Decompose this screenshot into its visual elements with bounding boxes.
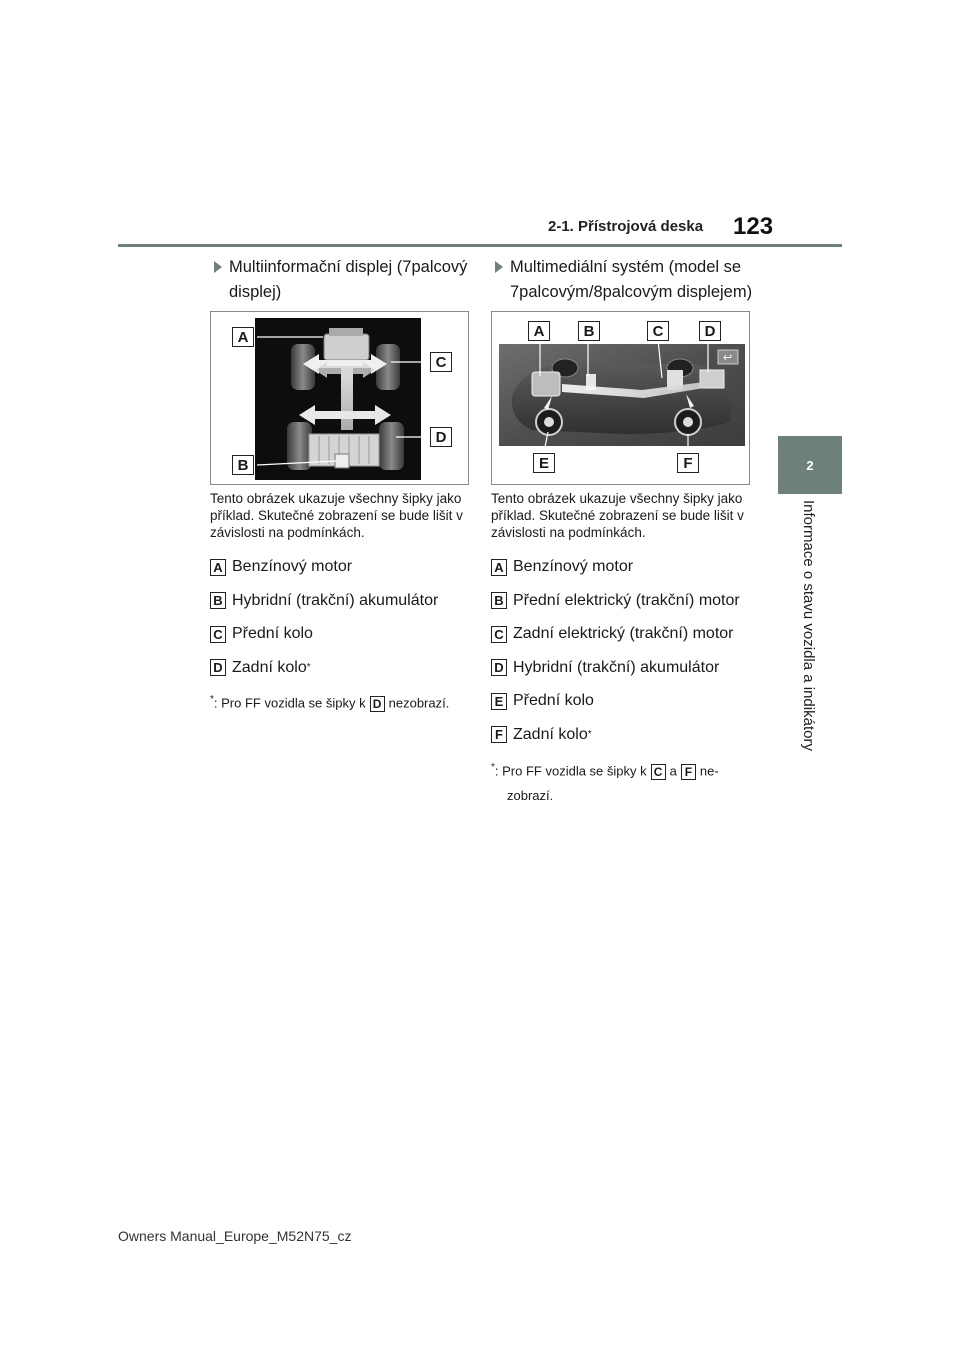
- rear-right-tire: [379, 422, 404, 470]
- triangle-bullet-icon: [495, 261, 503, 273]
- figure-label-e: E: [533, 453, 555, 473]
- right-footnote-line2: zobrazí.: [507, 788, 554, 803]
- legend-item: [491, 589, 761, 613]
- page-number: 123: [733, 213, 774, 240]
- footnote-badge-c: C: [651, 764, 666, 780]
- engine-block: [532, 372, 560, 396]
- legend-key: B: [491, 592, 507, 609]
- legend-item: [491, 689, 761, 713]
- left-heading: [229, 255, 474, 305]
- chapter-tab: [778, 436, 842, 494]
- legend-text: Hybridní (trakční) akumulátor: [232, 591, 439, 609]
- figure-label-d: D: [430, 427, 452, 447]
- footnote-text-end: nezobrazí.: [388, 695, 450, 711]
- figure-label-c: C: [430, 352, 452, 372]
- section-title: 2-1. Přístrojová deska: [548, 218, 704, 235]
- engine-top: [329, 328, 363, 336]
- back-arrow-icon: ↩: [723, 351, 733, 364]
- figure-label-a: A: [528, 321, 550, 341]
- legend-item: [491, 622, 761, 646]
- legend-key: D: [210, 659, 226, 676]
- legend-key: C: [210, 626, 226, 643]
- footnote-mark: *: [587, 729, 592, 740]
- legend-text: Benzínový motor: [232, 558, 353, 575]
- left-heading-text: Multiinformační displej (7palcový displej): [229, 258, 468, 301]
- legend-text: Zadní kolo: [513, 725, 588, 743]
- left-legend: [210, 555, 472, 680]
- figure-label-b: B: [578, 321, 600, 341]
- legend-item: [210, 589, 472, 613]
- legend-item: [210, 656, 472, 680]
- legend-key: F: [491, 726, 507, 743]
- legend-text: Benzínový motor: [513, 558, 634, 575]
- right-caption: Tento obrázek ukazuje všechny šipky jako příklad. Skutečné zobrazení se bude lišit v závislosti na podmínkách.: [491, 491, 744, 540]
- legend-text: Zadní kolo: [232, 658, 307, 676]
- engine-block: [324, 334, 369, 360]
- legend-text: Přední elektrický (trakční) motor: [513, 591, 740, 609]
- figure-label-b: B: [232, 455, 254, 475]
- right-heading: [510, 255, 760, 305]
- chapter-number: 2: [806, 457, 814, 473]
- chapter-title: Informace o stavu vozidla a indikátory: [800, 500, 817, 751]
- left-caption: Tento obrázek ukazuje všechny šipky jako příklad. Skutečné zobrazení se bude lišit v závislosti na podmínkách.: [210, 491, 463, 540]
- legend-item: [210, 622, 472, 646]
- legend-item: [491, 656, 761, 680]
- legend-text: Hybridní (trakční) akumulátor: [513, 658, 720, 676]
- legend-key: C: [491, 626, 507, 643]
- legend-key: D: [491, 659, 507, 676]
- footnote-mark: *: [306, 662, 311, 673]
- legend-text: Přední kolo: [513, 692, 594, 709]
- right-footnote: [491, 758, 766, 781]
- legend-key: E: [491, 693, 507, 710]
- legend-item: [210, 555, 472, 579]
- footnote-mark: *: [210, 694, 214, 705]
- right-figure: [491, 311, 750, 485]
- rear-wheel-hub: [683, 417, 693, 427]
- front-wheel-hub: [544, 417, 554, 427]
- footer-manual-id: Owners Manual_Europe_M52N75_cz: [118, 1228, 352, 1244]
- legend-item: [491, 723, 761, 747]
- figure-label-c: C: [647, 321, 669, 341]
- right-heading-text: Multimediální systém (model se 7palcovým/8palcovým displejem): [510, 258, 753, 301]
- legend-key: B: [210, 592, 226, 609]
- legend-text: Přední kolo: [232, 625, 313, 642]
- legend-key: A: [491, 559, 507, 576]
- figure-label-a: A: [232, 327, 254, 347]
- footnote-text: : Pro FF vozidla se šipky k: [213, 695, 366, 711]
- triangle-bullet-icon: [214, 261, 222, 273]
- footnote-mark: *: [491, 762, 495, 773]
- legend-text: Zadní elektrický (trakční) motor: [513, 625, 734, 642]
- footnote-badge-f: F: [681, 764, 696, 780]
- figure-label-f: F: [677, 453, 699, 473]
- footnote-text-end: ne-: [699, 763, 719, 779]
- left-footnote: [210, 690, 480, 713]
- footnote-badge: D: [370, 696, 385, 712]
- chapter-title-wrap: [778, 500, 842, 780]
- left-figure: [210, 311, 469, 485]
- legend-item: [491, 555, 761, 579]
- footnote-conjunction: a: [669, 763, 677, 779]
- battery-indicator-icon: [335, 454, 349, 468]
- right-legend: [491, 555, 761, 747]
- legend-key: A: [210, 559, 226, 576]
- figure-label-d: D: [699, 321, 721, 341]
- header-rule: [118, 244, 842, 247]
- footnote-text: : Pro FF vozidla se šipky k: [494, 763, 647, 779]
